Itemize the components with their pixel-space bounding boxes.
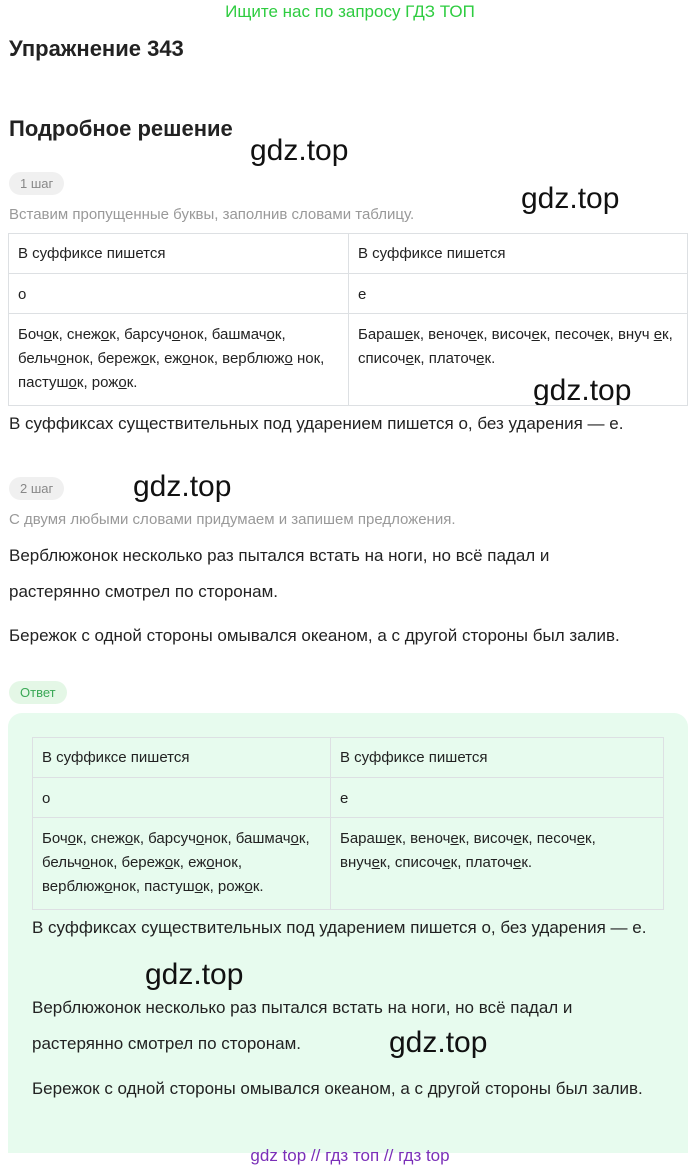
watermark: gdz.top: [389, 1026, 488, 1059]
table-header: В суффиксе пишется: [331, 738, 664, 778]
table-cell-words: Барашек, веночек, височек, песочек, внуч ек, списочек, платочек.: [349, 314, 688, 406]
table-cell: о: [9, 274, 349, 314]
step-2-instruction: С двумя любыми словами придумаем и запишем предложения.: [9, 511, 456, 528]
answer-conclusion: В суффиксах существительных под ударением пишется о, без ударения — е.: [32, 918, 647, 937]
table-header: В суффиксе пишется: [349, 234, 688, 274]
section-title: Подробное решение: [9, 116, 233, 141]
table-cell: о: [33, 778, 331, 818]
table-cell-words: Бочок, снежок, барсучонок, башмачок, бельчонок, бережок, ежонок, верблюжонок, пастушок, рожок.: [33, 818, 331, 910]
step-2-sentence-2: Бережок с одной стороны омывался океаном, а с другой стороны был залив.: [9, 626, 620, 645]
step-2-sentence-1: Верблюжонок несколько раз пытался встать на ноги, но всё падал и растерянно смотрел по сторонам.: [9, 546, 550, 601]
answer-sentence-2: Бережок с одной стороны омывался океаном, а с другой стороны был залив.: [32, 1079, 643, 1098]
step-1-conclusion: В суффиксах существительных под ударением пишется о, без ударения — е.: [9, 414, 624, 433]
answer-table: [32, 737, 664, 910]
step-1-table: [8, 233, 688, 406]
step-1-badge: 1 шаг: [9, 172, 64, 195]
watermark: gdz.top: [250, 134, 349, 167]
table-header: В суффиксе пишется: [9, 234, 349, 274]
step-2-badge: 2 шаг: [9, 477, 64, 500]
watermark: gdz.top: [521, 182, 620, 215]
table-cell: е: [331, 778, 664, 818]
footer: gdz top // гдз топ // гдз top: [250, 1146, 450, 1165]
watermark: gdz.top: [133, 470, 232, 503]
page-title: Упражнение 343: [9, 36, 184, 61]
watermark: gdz.top: [145, 958, 244, 991]
watermark: gdz.top: [533, 374, 632, 407]
top-banner: Ищите нас по запросу ГДЗ ТОП: [225, 2, 475, 21]
answer-sentence-1: Верблюжонок несколько раз пытался встать на ноги, но всё падал и растерянно смотрел по сторонам.: [32, 998, 573, 1053]
table-cell-words: Барашек, веночек, височек, песочек, внучек, списочек, платочек.: [331, 818, 664, 910]
table-cell-words: Бочок, снежок, барсучонок, башмачок, бельчонок, бережок, ежонок, верблюжо нок, пастушок, рожок.: [9, 314, 349, 406]
table-cell: е: [349, 274, 688, 314]
table-header: В суффиксе пишется: [33, 738, 331, 778]
step-1-instruction: Вставим пропущенные буквы, заполнив словами таблицу.: [9, 206, 415, 223]
answer-badge: Ответ: [9, 681, 67, 704]
